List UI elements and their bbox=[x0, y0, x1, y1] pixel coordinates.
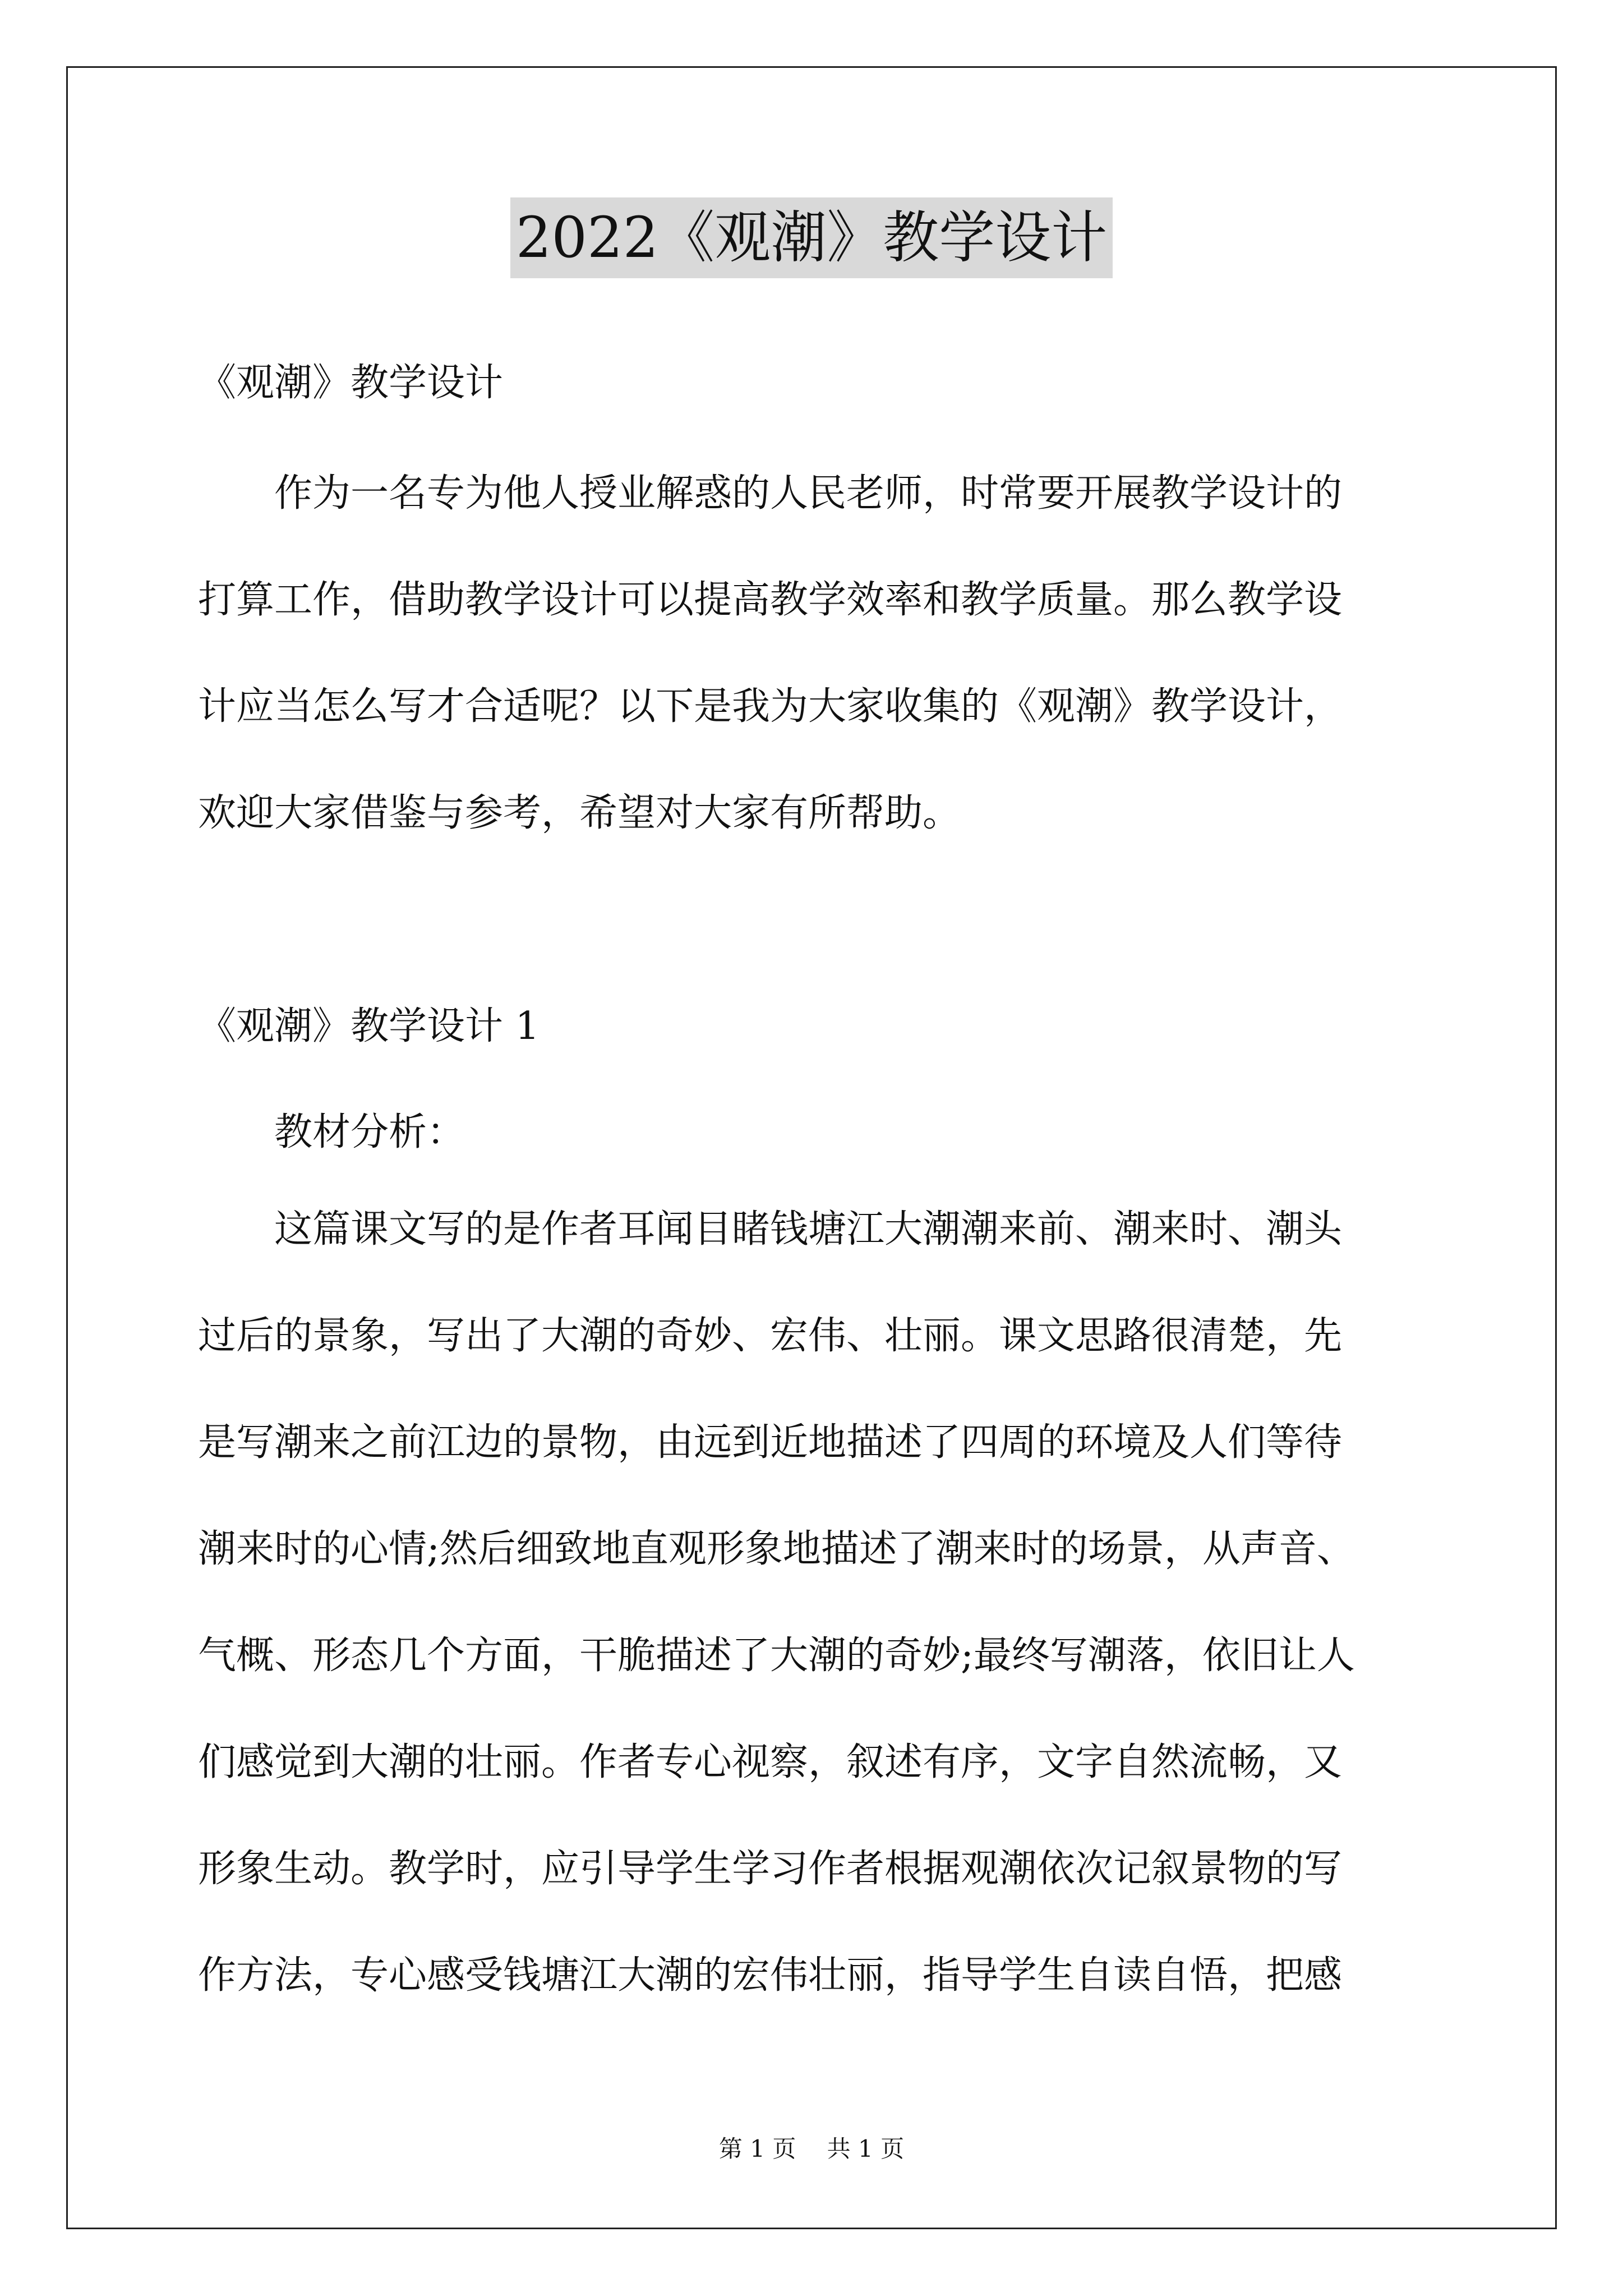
page-footer: 第 1 页 共 1 页 bbox=[718, 2135, 905, 2162]
body-line: 这篇课文写的是作者耳闻目睹钱塘江大潮潮来前、潮来时、潮头 bbox=[198, 1207, 1343, 1251]
body-line: 作方法，专心感受钱塘江大潮的宏伟壮丽，指导学生自读自悟，把感 bbox=[198, 1953, 1343, 1998]
body-paragraph bbox=[198, 1176, 1488, 2029]
document-title: 2022《观潮》教学设计 bbox=[510, 197, 1113, 278]
subsection-heading: 教材分析： bbox=[198, 1110, 465, 1154]
intro-paragraph bbox=[198, 440, 1488, 867]
body-line: 是写潮来之前江边的景物，由远到近地描述了四周的环境及人们等待 bbox=[198, 1420, 1343, 1465]
title-container bbox=[0, 197, 1623, 278]
body-line: 形象生动。教学时，应引导学生学习作者根据观潮依次记叙景物的写 bbox=[198, 1847, 1343, 1891]
intro-line: 欢迎大家借鉴与参考，希望对大家有所帮助。 bbox=[198, 791, 961, 835]
document-subtitle: 《观潮》教学设计 bbox=[198, 361, 504, 405]
body-line: 潮来时的心情;然后细致地直观形象地描述了潮来时的场景，从声音、 bbox=[198, 1527, 1355, 1571]
section-heading: 《观潮》教学设计 1 bbox=[198, 1004, 540, 1048]
body-line: 气概、形态几个方面，干脆描述了大潮的奇妙;最终写潮落，依旧让人 bbox=[198, 1634, 1355, 1678]
body-line: 们感觉到大潮的壮丽。作者专心视察，叙述有序，文字自然流畅，又 bbox=[198, 1740, 1343, 1784]
intro-line: 计应当怎么写才合适呢？以下是我为大家收集的《观潮》教学设计， bbox=[198, 684, 1343, 729]
intro-line: 打算工作，借助教学设计可以提高教学效率和教学质量。那么教学设 bbox=[198, 578, 1343, 622]
body-line: 过后的景象，写出了大潮的奇妙、宏伟、壮丽。课文思路很清楚，先 bbox=[198, 1314, 1343, 1358]
intro-line: 作为一名专为他人授业解惑的人民老师，时常要开展教学设计的 bbox=[198, 471, 1343, 516]
